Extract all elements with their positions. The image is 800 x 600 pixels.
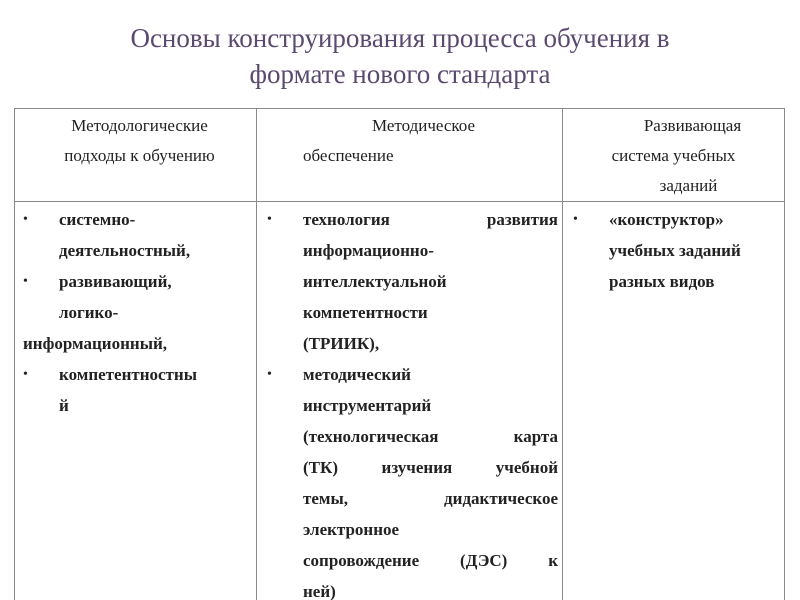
list-item-line: развивающий, — [59, 272, 172, 291]
table-header-row — [15, 109, 785, 202]
list-item-line: информационный, — [23, 334, 168, 353]
list-item — [267, 204, 558, 359]
table-row — [15, 202, 785, 600]
list-item — [23, 266, 248, 359]
list-item-line: разных видов — [609, 272, 715, 291]
list-item-line: компетентности — [303, 303, 428, 322]
list-item-line: ней) — [303, 582, 336, 600]
bullet-icon: • — [267, 212, 272, 227]
list-item-line: электронное — [303, 520, 400, 539]
bullet-icon: • — [267, 367, 272, 382]
bullet-icon: • — [23, 212, 28, 227]
list-item-line: системно- — [59, 210, 136, 229]
bullet-icon: • — [573, 212, 578, 227]
header-methodological-approaches — [15, 109, 257, 202]
cell-task-system — [563, 202, 785, 600]
list-item-line: деятельностный, — [59, 241, 191, 260]
header-developing-task-system — [563, 109, 785, 202]
cell-approaches — [15, 202, 257, 600]
header-line: Методическое — [371, 116, 476, 135]
cell-methodical-support — [257, 202, 563, 600]
header-line: Методологические — [71, 116, 208, 135]
list-item-line: методический — [303, 365, 411, 384]
header-line: обеспечение — [303, 146, 394, 165]
header-line: заданий — [659, 176, 718, 195]
content-table — [14, 108, 785, 600]
header-line: подходы к обучению — [64, 146, 215, 165]
slide-title-line-1: Основы конструирования процесса обучения в — [130, 23, 670, 53]
list-item-line: технология развития — [303, 210, 558, 229]
bullet-icon: • — [23, 274, 28, 289]
list-item-line: компетентностны — [59, 365, 197, 384]
list-item — [23, 359, 248, 421]
bullet-icon: • — [23, 367, 28, 382]
list-item-line: сопровождение (ДЭС) к — [303, 551, 558, 570]
list-item-line: информационно- — [303, 241, 434, 260]
list-item-line: интеллектуальной — [303, 272, 447, 291]
header-line: Развивающая — [643, 116, 742, 135]
slide-title — [0, 20, 800, 92]
list-item-line: логико- — [59, 303, 119, 322]
list-item — [267, 359, 558, 600]
header-methodical-support — [257, 109, 563, 202]
list-item-line: й — [59, 396, 69, 415]
list-item-line: (технологическая карта — [303, 427, 558, 446]
slide-title-line-2: формате нового стандарта — [249, 59, 551, 89]
list-item — [573, 204, 780, 297]
list-item-line: темы, дидактическое — [303, 489, 558, 508]
list-item-line: инструментарий — [303, 396, 432, 415]
list-item-line: (ТК) изучения учебной — [303, 458, 558, 477]
header-line: система учебных — [611, 146, 736, 165]
list-item-line: (ТРИИК), — [303, 334, 380, 353]
list-item-line: «конструктор» — [609, 210, 724, 229]
list-item-line: учебных заданий — [609, 241, 741, 260]
list-item — [23, 204, 248, 266]
